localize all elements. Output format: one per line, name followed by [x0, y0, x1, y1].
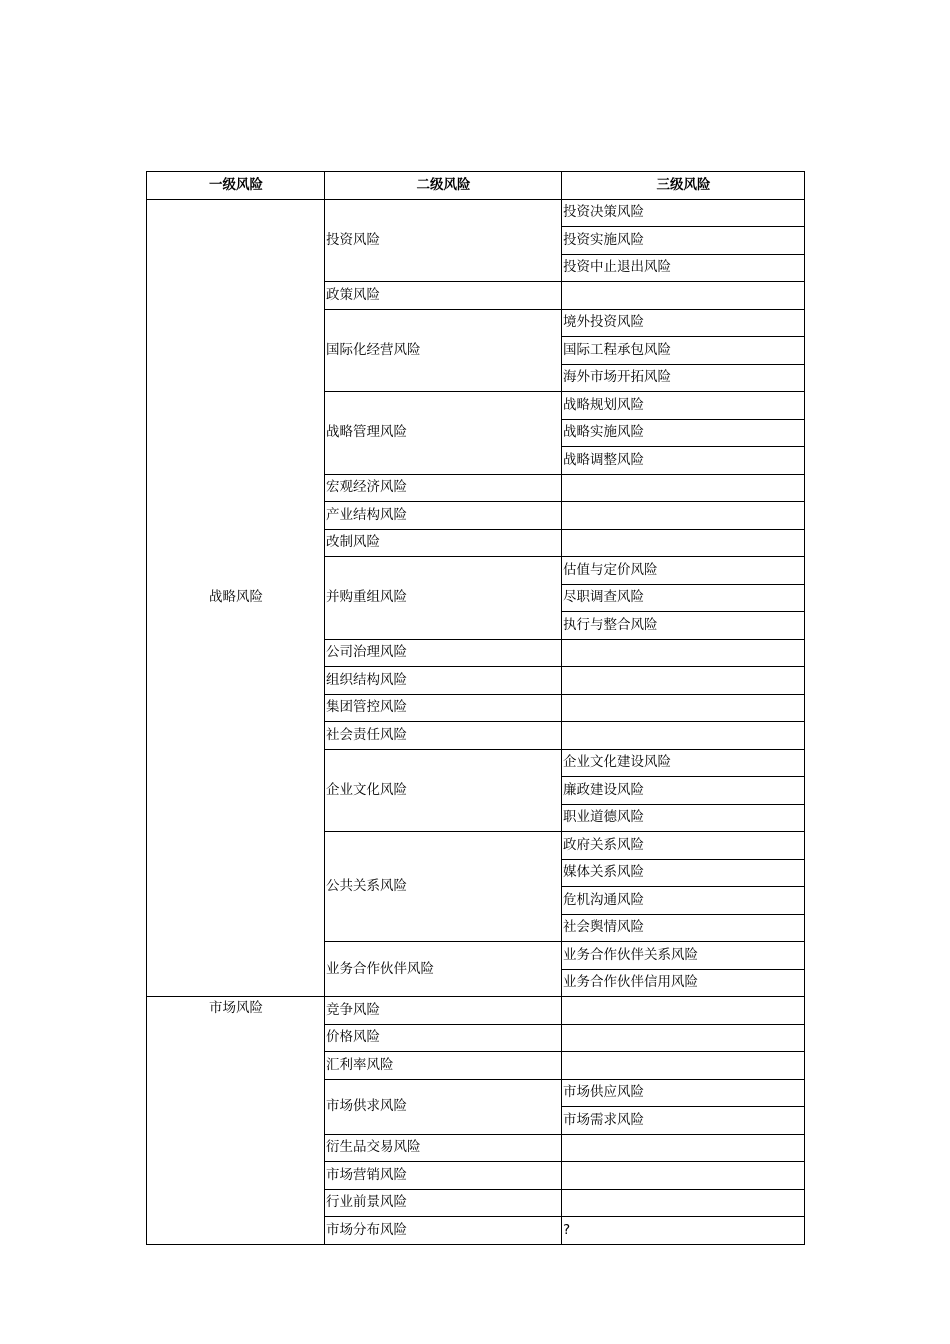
level3-risk-cell: 职业道德风险	[562, 804, 805, 832]
level2-risk-cell: 集团管控风险	[325, 694, 562, 722]
level3-risk-cell	[562, 722, 805, 750]
level3-risk-cell: 廉政建设风险	[562, 777, 805, 805]
level2-risk-cell: 投资风险	[325, 199, 562, 282]
level2-risk-cell: 市场供求风险	[325, 1079, 562, 1134]
level2-risk-cell: 价格风险	[325, 1024, 562, 1052]
level3-risk-cell	[562, 282, 805, 310]
table-row	[147, 199, 805, 227]
level2-risk-cell: 业务合作伙伴风险	[325, 942, 562, 997]
level1-risk-cell: 市场风险	[147, 997, 325, 1245]
level3-risk-cell	[562, 1134, 805, 1162]
header-row	[147, 172, 805, 200]
level3-risk-cell	[562, 997, 805, 1025]
level3-risk-cell	[562, 694, 805, 722]
level2-risk-cell: 行业前景风险	[325, 1189, 562, 1217]
level2-risk-cell: 产业结构风险	[325, 502, 562, 530]
level3-risk-cell: 市场需求风险	[562, 1107, 805, 1135]
level2-risk-cell: 战略管理风险	[325, 392, 562, 475]
level3-risk-cell: 媒体关系风险	[562, 859, 805, 887]
level2-risk-cell: 社会责任风险	[325, 722, 562, 750]
level3-risk-cell	[562, 1024, 805, 1052]
level2-risk-cell: 市场分布风险	[325, 1217, 562, 1245]
header-level2: 二级风险	[325, 172, 562, 200]
level3-risk-cell	[562, 1189, 805, 1217]
level3-risk-cell: 执行与整合风险	[562, 612, 805, 640]
level2-risk-cell: 衍生品交易风险	[325, 1134, 562, 1162]
level3-risk-cell: 尽职调查风险	[562, 584, 805, 612]
level3-risk-cell	[562, 474, 805, 502]
level3-risk-cell	[562, 667, 805, 695]
level3-risk-cell: 估值与定价风险	[562, 557, 805, 585]
level3-risk-cell: 境外投资风险	[562, 309, 805, 337]
level2-risk-cell: 竞争风险	[325, 997, 562, 1025]
level3-risk-cell: 投资决策风险	[562, 199, 805, 227]
level3-risk-cell: 国际工程承包风险	[562, 337, 805, 365]
level3-risk-cell: ?	[562, 1217, 805, 1245]
level3-risk-cell: 投资中止退出风险	[562, 254, 805, 282]
level2-risk-cell: 政策风险	[325, 282, 562, 310]
level2-risk-cell: 企业文化风险	[325, 749, 562, 832]
risk-table-body	[147, 199, 805, 1244]
level2-risk-cell: 并购重组风险	[325, 557, 562, 640]
level1-risk-cell: 战略风险	[147, 199, 325, 997]
level3-risk-cell: 投资实施风险	[562, 227, 805, 255]
header-level1: 一级风险	[147, 172, 325, 200]
level3-risk-cell: 战略实施风险	[562, 419, 805, 447]
level2-risk-cell: 公司治理风险	[325, 639, 562, 667]
level3-risk-cell: 战略调整风险	[562, 447, 805, 475]
level3-risk-cell	[562, 1052, 805, 1080]
level3-risk-cell: 战略规划风险	[562, 392, 805, 420]
level2-risk-cell: 市场营销风险	[325, 1162, 562, 1190]
header-level3: 三级风险	[562, 172, 805, 200]
level3-risk-cell	[562, 639, 805, 667]
level3-risk-cell: 业务合作伙伴关系风险	[562, 942, 805, 970]
level2-risk-cell: 国际化经营风险	[325, 309, 562, 392]
level3-risk-cell: 企业文化建设风险	[562, 749, 805, 777]
level2-risk-cell: 宏观经济风险	[325, 474, 562, 502]
risk-classification-table	[146, 171, 805, 1245]
level3-risk-cell: 危机沟通风险	[562, 887, 805, 915]
level3-risk-cell: 政府关系风险	[562, 832, 805, 860]
level3-risk-cell: 海外市场开拓风险	[562, 364, 805, 392]
level3-risk-cell: 业务合作伙伴信用风险	[562, 969, 805, 997]
level2-risk-cell: 公共关系风险	[325, 832, 562, 942]
level3-risk-cell	[562, 502, 805, 530]
level3-risk-cell: 社会舆情风险	[562, 914, 805, 942]
table-row	[147, 997, 805, 1025]
level2-risk-cell: 组织结构风险	[325, 667, 562, 695]
level2-risk-cell: 汇利率风险	[325, 1052, 562, 1080]
level3-risk-cell	[562, 1162, 805, 1190]
level3-risk-cell: 市场供应风险	[562, 1079, 805, 1107]
level2-risk-cell: 改制风险	[325, 529, 562, 557]
level3-risk-cell	[562, 529, 805, 557]
